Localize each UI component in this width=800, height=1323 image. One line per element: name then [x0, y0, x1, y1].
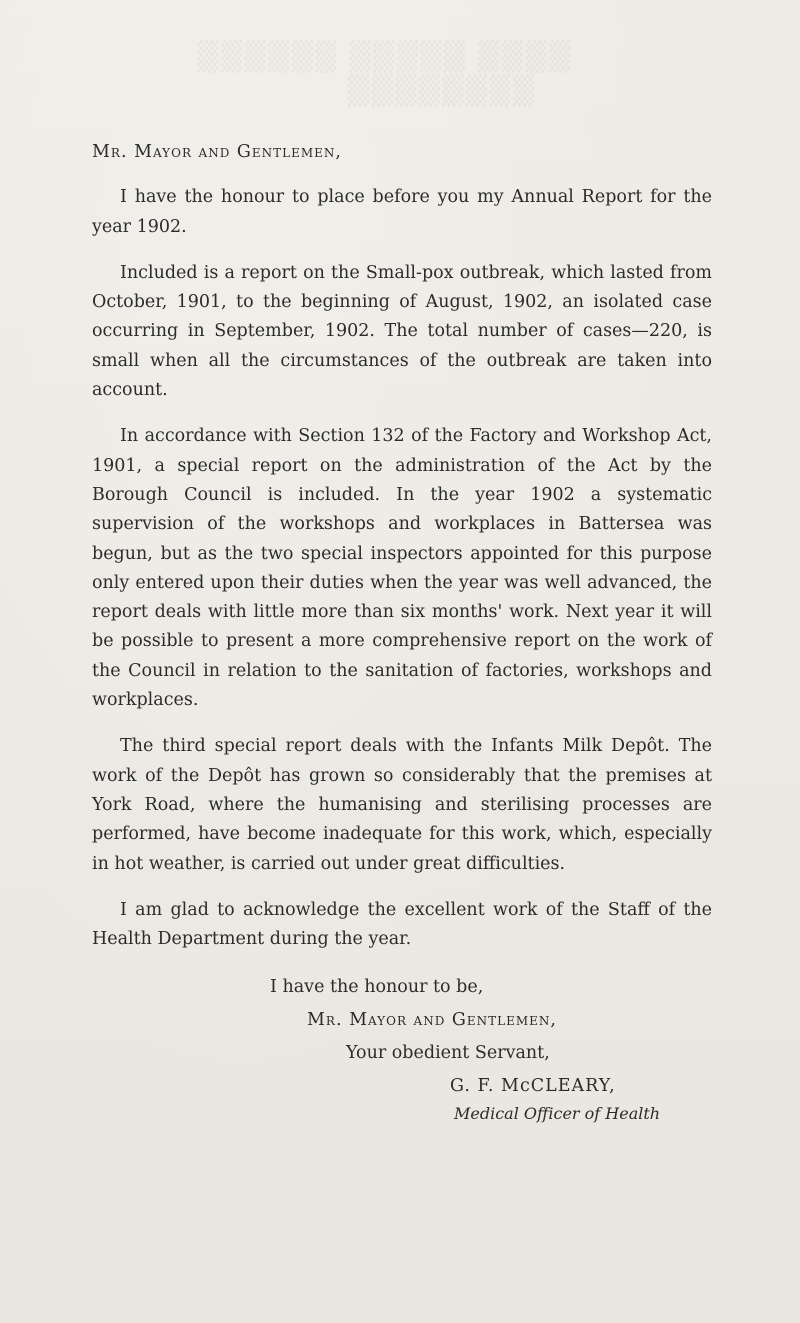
- paragraph-intro: I have the honour to place before you my Annual Report for the year 1902.: [92, 187, 712, 237]
- closing-honour: I have the honour to be,: [270, 977, 484, 998]
- closing-block: [92, 971, 712, 1130]
- salutation: Mr. Mayor and Gentlemen,: [92, 142, 342, 162]
- closing-address: Mr. Mayor and Gentlemen,: [307, 1010, 557, 1031]
- signature-name: G. F. McCLEARY,: [450, 1076, 616, 1097]
- paragraph-milk-depot: The third special report deals with the Infants Milk Depôt. The work of the Depôt has grown so considerably that the premises at York Road, where the humanising and sterilising processes are performed, have become inadequate for this work, which, especially in hot weather, is carried out under great difficulties.: [92, 736, 712, 874]
- paragraph-factory-act: In accordance with Section 132 of the Factory and Workshop Act, 1901, a special report on the administration of the Act by the Borough Council is included. In the year 1902 a systematic supervision of the workshops and workplaces in Battersea was begun, but as the two special inspectors appointed for this purpose only entered upon their duties when the year was well advanced, the report deals with little more than six months' work. Next year it will be possible to present a more comprehensive report on the work of the Council in relation to the sanitation of factories, workshops and workplaces.: [92, 426, 712, 711]
- closing-servant: Your obedient Servant,: [346, 1043, 550, 1064]
- bleed-through-decoration: ▒▒▒▒ ▒▒▒▒▒ ▒▒▒▒▒▒ ▒▒▒▒▒▒▒▒: [195, 40, 570, 107]
- signature-title: Medical Officer of Health: [454, 1104, 661, 1124]
- letter-body: [92, 138, 712, 1130]
- paragraph-acknowledgement: I am glad to acknowledge the excellent work of the Staff of the Health Department during the year.: [92, 899, 712, 950]
- paragraph-smallpox: Included is a report on the Small-pox outbreak, which lasted from October, 1901, to the beginning of August, 1902, an isolated case occurring in September, 1902. The total number of cases—220, is small when all the circumstances of the outbreak are taken into account.: [92, 262, 712, 401]
